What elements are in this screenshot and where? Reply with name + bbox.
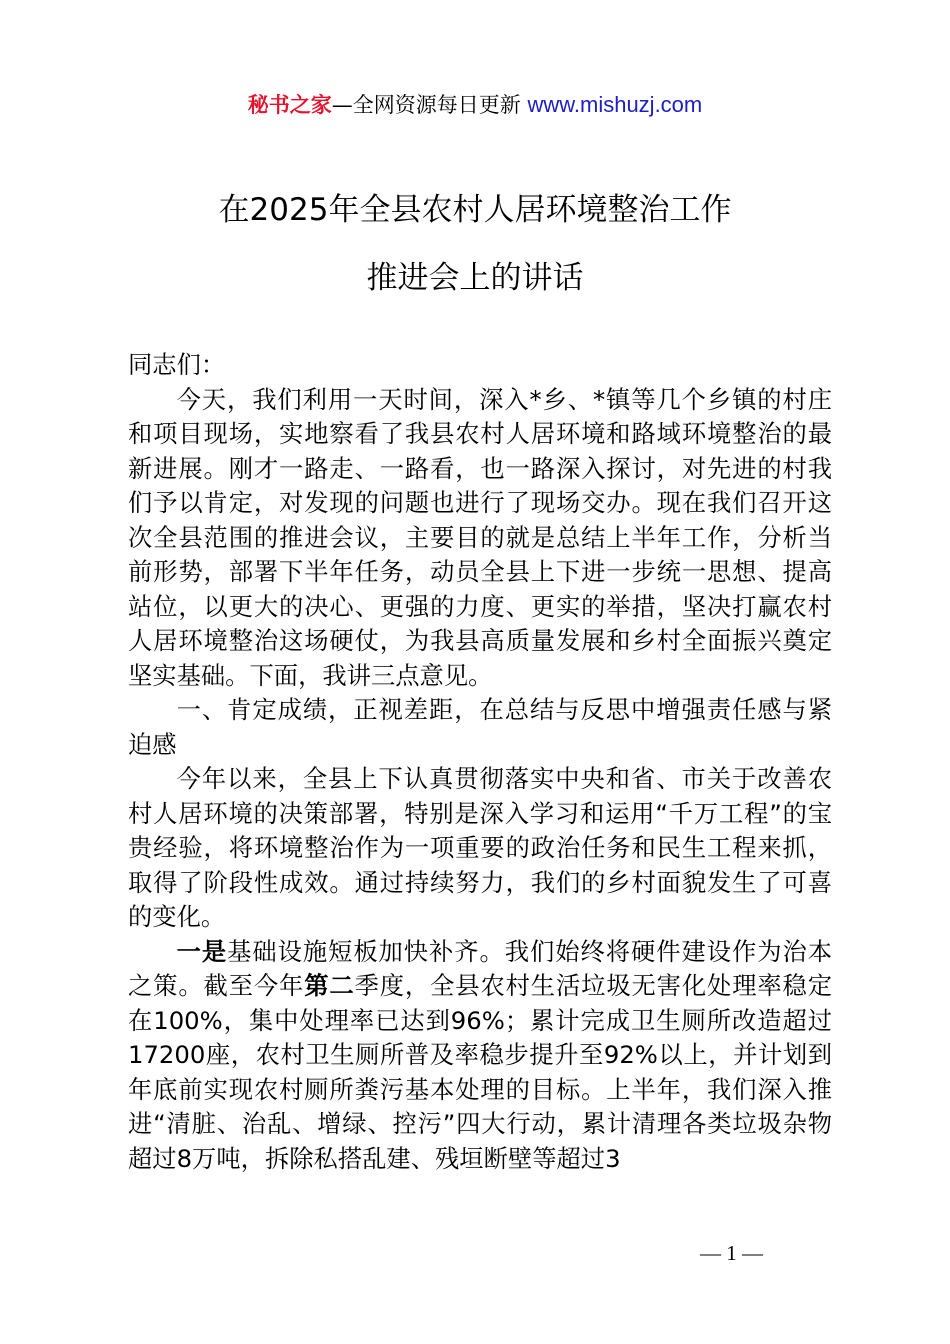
point-lead: 一是 [176,936,228,966]
section-heading-1: 一、肯定成绩，正视差距，在总结与反思中增强责任感与紧迫感 [128,695,832,759]
point-text-a: 基础设施短板加快补齐。我们始终将硬件建设作为治本之策。截至今年 [128,936,833,1000]
paragraph-achievements: 今年以来，全县上下认真贯彻落实中央和省、市关于改善农村人居环境的决策部署，特别是深入学习和运用“千万工程”的宝贵经验，将环境整治作为一项重要的政治任务和民生工程来抓，取得了阶段性成效。通过持续努力，我们的乡村面貌发生了可喜的变化。 [128,764,833,931]
document-title-line-1: 在2025年全县农村人居环境整治工作 [218,192,732,228]
paragraph-infrastructure [128,935,832,1177]
header-slogan: —全网资源每日更新 [331,93,528,117]
salutation: 同志们： [128,350,226,379]
paragraph-intro: 今天，我们利用一天时间，深入*乡、*镇等几个乡镇的村庄和项目现场，实地察看了我县农村人居环境和路域环境整治的最新进展。刚才一路走、一路看，也一路深入探讨，对先进的村我们予以肯定，对发现的问题也进行了现场交办。现在我们召开这次全县范围的推进会议，主要目的就是总结上半年工作，分析当前形势，部署下半年任务，动员全县上下进一步统一思想、提高站位，以更大的决心、更强的力度、更实的举措，坚决打赢农村人居环境整治这场硬仗，为我县高质量发展和乡村全面振兴奠定坚实基础。下面，我讲三点意见。 [128,384,832,690]
point-bold-quarter: 第二 [304,971,355,1000]
site-header [0,90,950,120]
document-title-line-2: 推进会上的讲话 [366,260,584,296]
document-body [128,348,832,1176]
page-number: — 1 — [700,1241,763,1265]
brand-name: 秘书之家 [247,93,332,117]
website-link[interactable]: www.mishuzj.com [527,92,703,117]
point-text-b: 季度，全县农村生活垃圾无害化处理率稳定在100%，集中处理率已达到96%；累计完成卫生厕所改造超过17200座，农村卫生厕所普及率稳步提升至92%以上，并计划到年底前实现农村厕所粪污基本处理的目标。上半年，我们深入推进“清脏、治乱、增绿、控污”四大行动，累计清理各类垃圾杂物超过8万吨，拆除私搭乱建、残垣断壁等超过3 [128,971,833,1173]
